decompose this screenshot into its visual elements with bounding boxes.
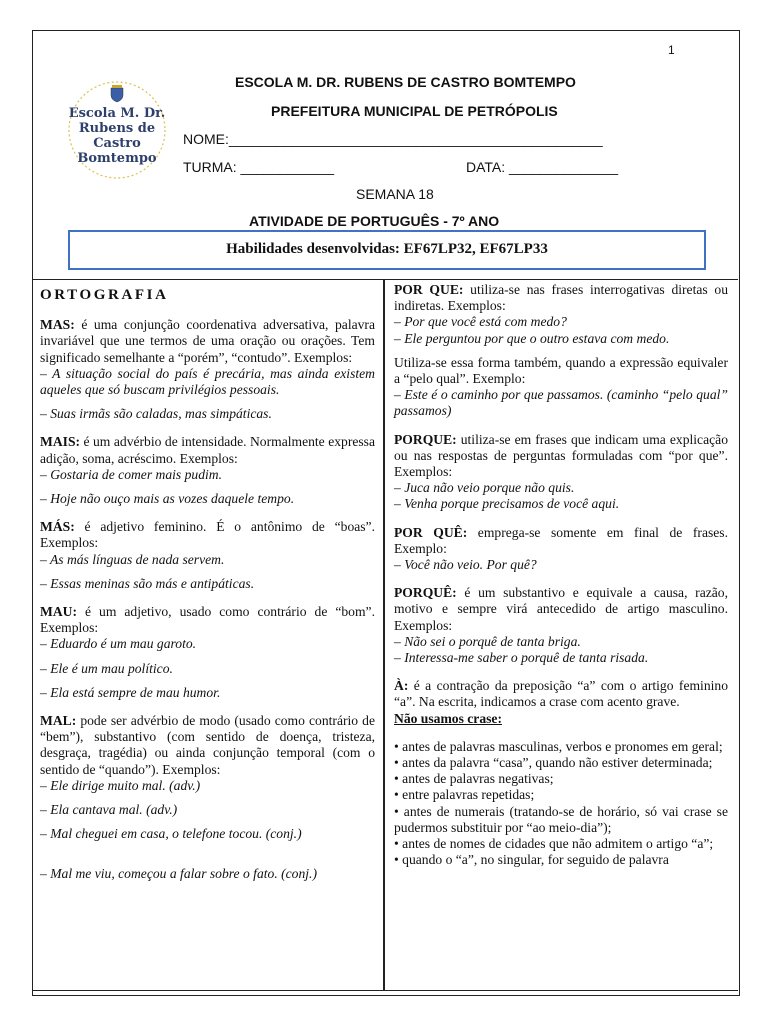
term: MAIS: bbox=[40, 434, 81, 450]
term: À: bbox=[394, 678, 409, 694]
skills-text: Habilidades desenvolvidas: EF67LP32, EF67LP33 bbox=[226, 241, 548, 257]
logo-line-2: Rubens de bbox=[78, 121, 156, 136]
crase-rule: • antes da palavra “casa”, quando não estiver determinada; bbox=[394, 755, 713, 771]
crase-definition: À: é a contração da preposição “a” com o artigo feminino “a”. Na escrita, indicamos a crase com acento grave. bbox=[394, 678, 728, 710]
example: – A situação social do país é precária, mas ainda existem aqueles que só buscam privilégios pessoais. bbox=[40, 365, 375, 398]
porque-definition: PORQUE: utiliza-se em frases que indicam uma explicação ou nas respostas de perguntas formuladas com “por que”. Exemplos: bbox=[394, 431, 728, 480]
divider-bottom bbox=[33, 990, 738, 991]
example: – Ela cantava mal. (adv.) bbox=[40, 802, 178, 818]
por-que-definition: POR QUE: utiliza-se nas frases interrogativas diretas ou indiretas. Exemplos: bbox=[394, 282, 729, 314]
mas-accent-definition: MÁS: é adjetivo feminino. É o antônimo de “boas”. Exemplos: bbox=[40, 519, 375, 551]
mas-definition: MAS: é uma conjunção coordenativa adversativa, palavra invariável que une termos de uma oração ou orações. Tem significado semelhante a “porém”, “contudo”. Exemplos: bbox=[40, 317, 375, 365]
logo-line-4: Bomtempo bbox=[77, 151, 157, 166]
crase-rule: • antes de nomes de cidades que não admitem o artigo “a”; bbox=[394, 836, 714, 852]
example: – Não sei o porquê de tanta briga. bbox=[394, 633, 581, 649]
term: POR QUÊ: bbox=[394, 524, 468, 540]
no-crase-title: Não usamos crase: bbox=[394, 710, 502, 726]
crase-rule: • quando o “a”, no singular, for seguido de palavra bbox=[394, 852, 669, 868]
example: – Interessa-me saber o porquê de tanta risada. bbox=[394, 650, 649, 666]
por-que-accent-definition: POR QUÊ: emprega-se somente em final de frases. Exemplo: bbox=[394, 524, 728, 556]
term: MAS: bbox=[40, 317, 75, 333]
left-column bbox=[34, 280, 384, 991]
term: MÁS: bbox=[40, 519, 75, 535]
example: – Gostaria de comer mais pudim. bbox=[40, 466, 222, 482]
example: – Ele é um mau político. bbox=[40, 660, 173, 676]
prefecture-name: PREFEITURA MUNICIPAL DE PETRÓPOLIS bbox=[271, 103, 558, 119]
school-name: ESCOLA M. DR. RUBENS DE CASTRO BOMTEMPO bbox=[235, 74, 576, 90]
logo-line-1: Escola M. Dr. bbox=[68, 106, 166, 121]
example: – Ele dirige muito mal. (adv.) bbox=[40, 777, 201, 793]
skills-box bbox=[68, 230, 706, 270]
mal-definition: MAL: pode ser advérbio de modo (usado como contrário de “bem”), substantivo (com sentido de doença, tristeza, desgraça, tragédia) ou ainda conjunção temporal (com o sentido de “quando”). Exemplos: bbox=[40, 713, 375, 777]
date-field: DATA: ______________ bbox=[466, 159, 619, 175]
page-number: 1 bbox=[668, 43, 675, 57]
section-title: ORTOGRAFIA bbox=[40, 287, 169, 303]
example: – Mal me viu, começou a falar sobre o fato. (conj.) bbox=[40, 866, 317, 882]
coat-of-arms-icon bbox=[111, 85, 123, 102]
example: – Mal cheguei em casa, o telefone tocou. (conj.) bbox=[40, 826, 302, 842]
example: – Ela está sempre de mau humor. bbox=[40, 684, 221, 700]
example: – Por que você está com medo? bbox=[394, 314, 567, 330]
term: PORQUE: bbox=[394, 431, 457, 447]
school-logo bbox=[58, 80, 176, 180]
example: – Hoje não ouço mais as vozes daquele tempo. bbox=[40, 491, 295, 507]
name-field: NOME:________________________________________________ bbox=[183, 131, 603, 147]
example: – Venha porque precisamos de você aqui. bbox=[394, 496, 620, 512]
example: – As más línguas de nada servem. bbox=[40, 551, 225, 567]
crase-rule: • antes de palavras negativas; bbox=[394, 771, 554, 787]
example: – Juca não veio porque não quis. bbox=[394, 480, 575, 496]
crase-rule: • antes de numerais (tratando-se de horário, só vai crase se pudermos substituir por “ao meio-dia”); bbox=[394, 803, 728, 835]
example: – Eduardo é um mau garoto. bbox=[40, 636, 197, 652]
example: – Essas meninas são más e antipáticas. bbox=[40, 575, 255, 591]
example: – Você não veio. Por quê? bbox=[394, 557, 537, 573]
term: MAL: bbox=[40, 713, 77, 729]
example: – Este é o caminho por que passamos. (caminho “pelo qual” passamos) bbox=[394, 387, 728, 419]
example: – Suas irmãs são caladas, mas simpáticas. bbox=[40, 406, 272, 422]
activity-title: ATIVIDADE DE PORTUGUÊS - 7º ANO bbox=[249, 213, 500, 229]
class-field: TURMA: ____________ bbox=[183, 159, 334, 175]
por-que-extra: Utiliza-se essa forma também, quando a expressão equivaler a “pelo qual”. Exemplo: bbox=[394, 354, 728, 387]
porque-noun-definition: PORQUÊ: é um substantivo e equivale a causa, razão, motivo e sempre virá antecedido de artigo masculino. Exemplos: bbox=[394, 585, 728, 633]
mais-definition: MAIS: é um advérbio de intensidade. Normalmente expressa adição, soma, acréscimo. Exemplos: bbox=[40, 434, 375, 466]
right-column bbox=[384, 280, 738, 991]
crase-rule: • antes de palavras masculinas, verbos e pronomes em geral; bbox=[394, 738, 723, 754]
term: PORQUÊ: bbox=[394, 585, 457, 601]
example: – Ele perguntou por que o outro estava com medo. bbox=[394, 330, 670, 346]
mau-definition: MAU: é um adjetivo, usado como contrário de “bom”. Exemplos: bbox=[40, 604, 375, 636]
logo-line-3: Castro bbox=[93, 136, 141, 151]
crase-rule: • entre palavras repetidas; bbox=[394, 787, 535, 803]
term: POR QUE: bbox=[394, 282, 464, 297]
week-label: SEMANA 18 bbox=[356, 186, 434, 202]
term: MAU: bbox=[40, 604, 77, 620]
